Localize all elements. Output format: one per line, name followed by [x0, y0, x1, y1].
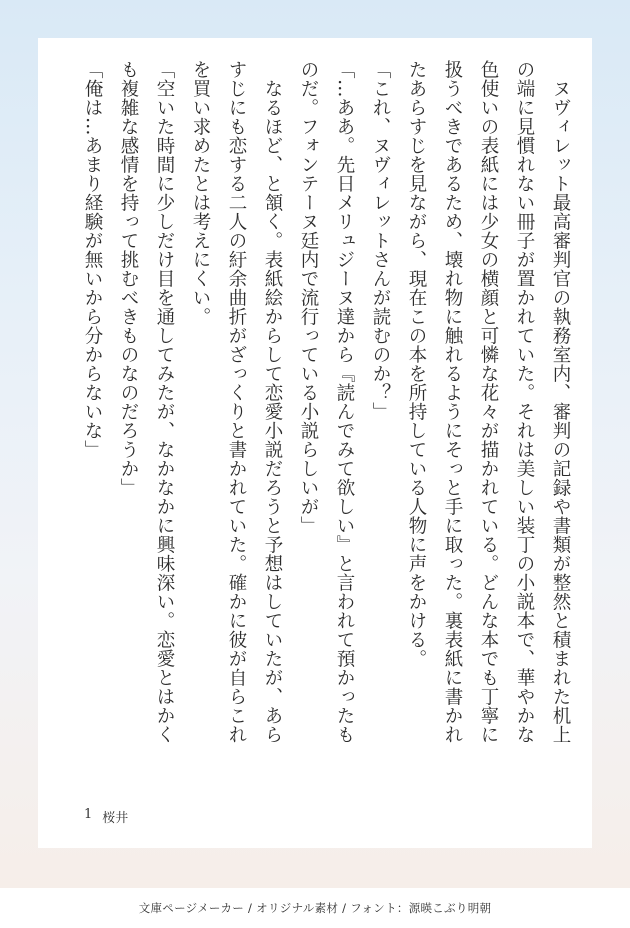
credit-line: 文庫ページメーカー / オリジナル素材 / フォント：源暎こぶり明朝 [0, 888, 630, 928]
text-line: 「これ、ヌヴィレットさんが読むのか？」 [370, 60, 391, 421]
page-number: 1 [84, 807, 93, 822]
text-line: すじにも恋する二人の紆余曲折がざっくりと書かれていた。確かに彼が自らこれ [226, 60, 247, 744]
text-line: ヌヴィレット最高審判官の執務室内、審判の記録や書類が整然と積まれた机上 [550, 60, 571, 744]
text-line: 「空いた時間に少しだけ目を通してみたが、なかなかに興味深い。恋愛とはかく [154, 60, 175, 744]
text-line: 「…ああ。先日メリュジーヌ達から『読んでみて欲しい』と言われて預かったも [334, 60, 355, 744]
text-line: を買い求めたとは考えにくい。 [190, 60, 211, 326]
text-line: なるほど、と頷く。表紙絵からして恋愛小説だろうと予想はしていたが、あら [262, 60, 283, 744]
author-name: 桜井 [102, 811, 129, 826]
text-line: 「俺は…あまり経験が無いから分からないな」 [82, 60, 103, 459]
book-page [38, 38, 592, 848]
text-line: も複雑な感情を持って挑むべきものなのだろうか」 [118, 60, 139, 497]
text-line: たあらすじを見ながら、現在この本を所持している人物に声をかける。 [406, 60, 427, 668]
page-footer [84, 807, 128, 826]
vertical-text-body [82, 60, 578, 790]
text-line: の端に見慣れない冊子が置かれていた。それは美しい装丁の小説本で、華やかな [514, 60, 535, 744]
text-line: 色使いの表紙には少女の横顔と可憐な花々が描かれている。どんな本でも丁寧に [478, 60, 499, 744]
text-line: 扱うべきであるため、壊れ物に触れるようにそっと手に取った。裏表紙に書かれ [442, 60, 463, 744]
text-line: のだ。フォンテーヌ廷内で流行っている小説らしいが」 [298, 60, 319, 535]
